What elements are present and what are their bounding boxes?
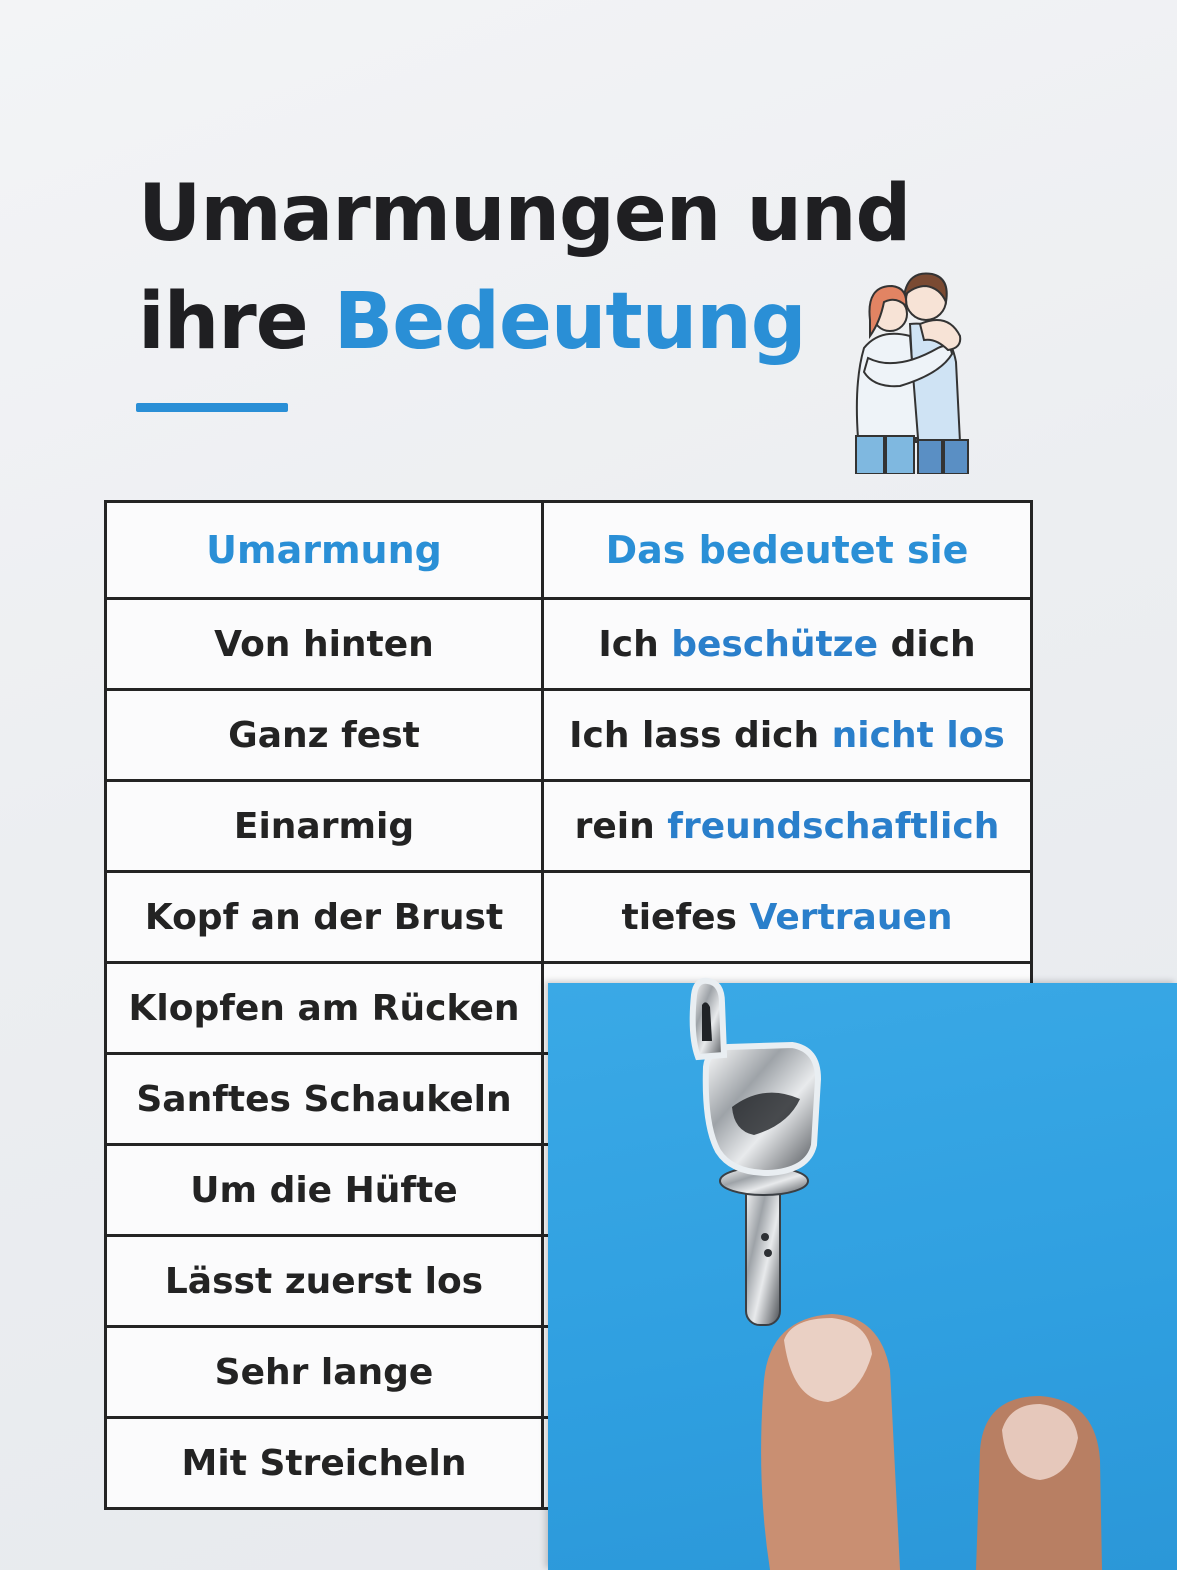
hug-cell: Um die Hüfte: [106, 1145, 543, 1236]
hug-cell: Einarmig: [106, 781, 543, 872]
meaning-cell: [543, 599, 1032, 690]
meaning-cell: [543, 781, 1032, 872]
meaning-cell: [543, 872, 1032, 963]
table-row: [106, 872, 1032, 963]
header-hug: Umarmung: [106, 502, 543, 599]
hug-cell: Lässt zuerst los: [106, 1236, 543, 1327]
title-line-1: Umarmungen und: [138, 169, 911, 259]
page-title: [138, 160, 910, 376]
hug-cell: Sanftes Schaukeln: [106, 1054, 543, 1145]
hug-cell: Ganz fest: [106, 690, 543, 781]
meaning-text: tiefes: [621, 896, 750, 938]
meaning-highlight: nicht los: [831, 714, 1005, 756]
table-row: [106, 690, 1032, 781]
table-row: [106, 781, 1032, 872]
table-row: [106, 599, 1032, 690]
hug-cell: Sehr lange: [106, 1327, 543, 1418]
meaning-highlight: beschütze: [671, 623, 879, 665]
meaning-text: rein: [574, 805, 668, 847]
meaning-text: Ich: [598, 623, 672, 665]
table-header-row: [106, 502, 1032, 599]
meaning-text: Ich lass dich: [569, 714, 832, 756]
hug-cell: Von hinten: [106, 599, 543, 690]
meaning-text: dich: [878, 623, 976, 665]
title-line-2: [138, 268, 910, 376]
hugging-couple-illustration: [840, 262, 990, 474]
meaning-cell: [543, 690, 1032, 781]
hug-cell: Mit Streicheln: [106, 1418, 543, 1509]
header-meaning: Das bedeutet sie: [543, 502, 1032, 599]
meaning-highlight: Vertrauen: [749, 896, 953, 938]
title-plain-word: ihre: [138, 277, 308, 367]
hug-cell: Klopfen am Rücken: [106, 963, 543, 1054]
title-underline: [136, 403, 288, 412]
hug-cell: Kopf an der Brust: [106, 872, 543, 963]
finger-hand-icon: [740, 1300, 1177, 1570]
title-accent-word: Bedeutung: [333, 277, 806, 367]
thumbs-up-pointer-icon[interactable]: [668, 975, 848, 1335]
meaning-highlight: freundschaftlich: [667, 805, 1000, 847]
